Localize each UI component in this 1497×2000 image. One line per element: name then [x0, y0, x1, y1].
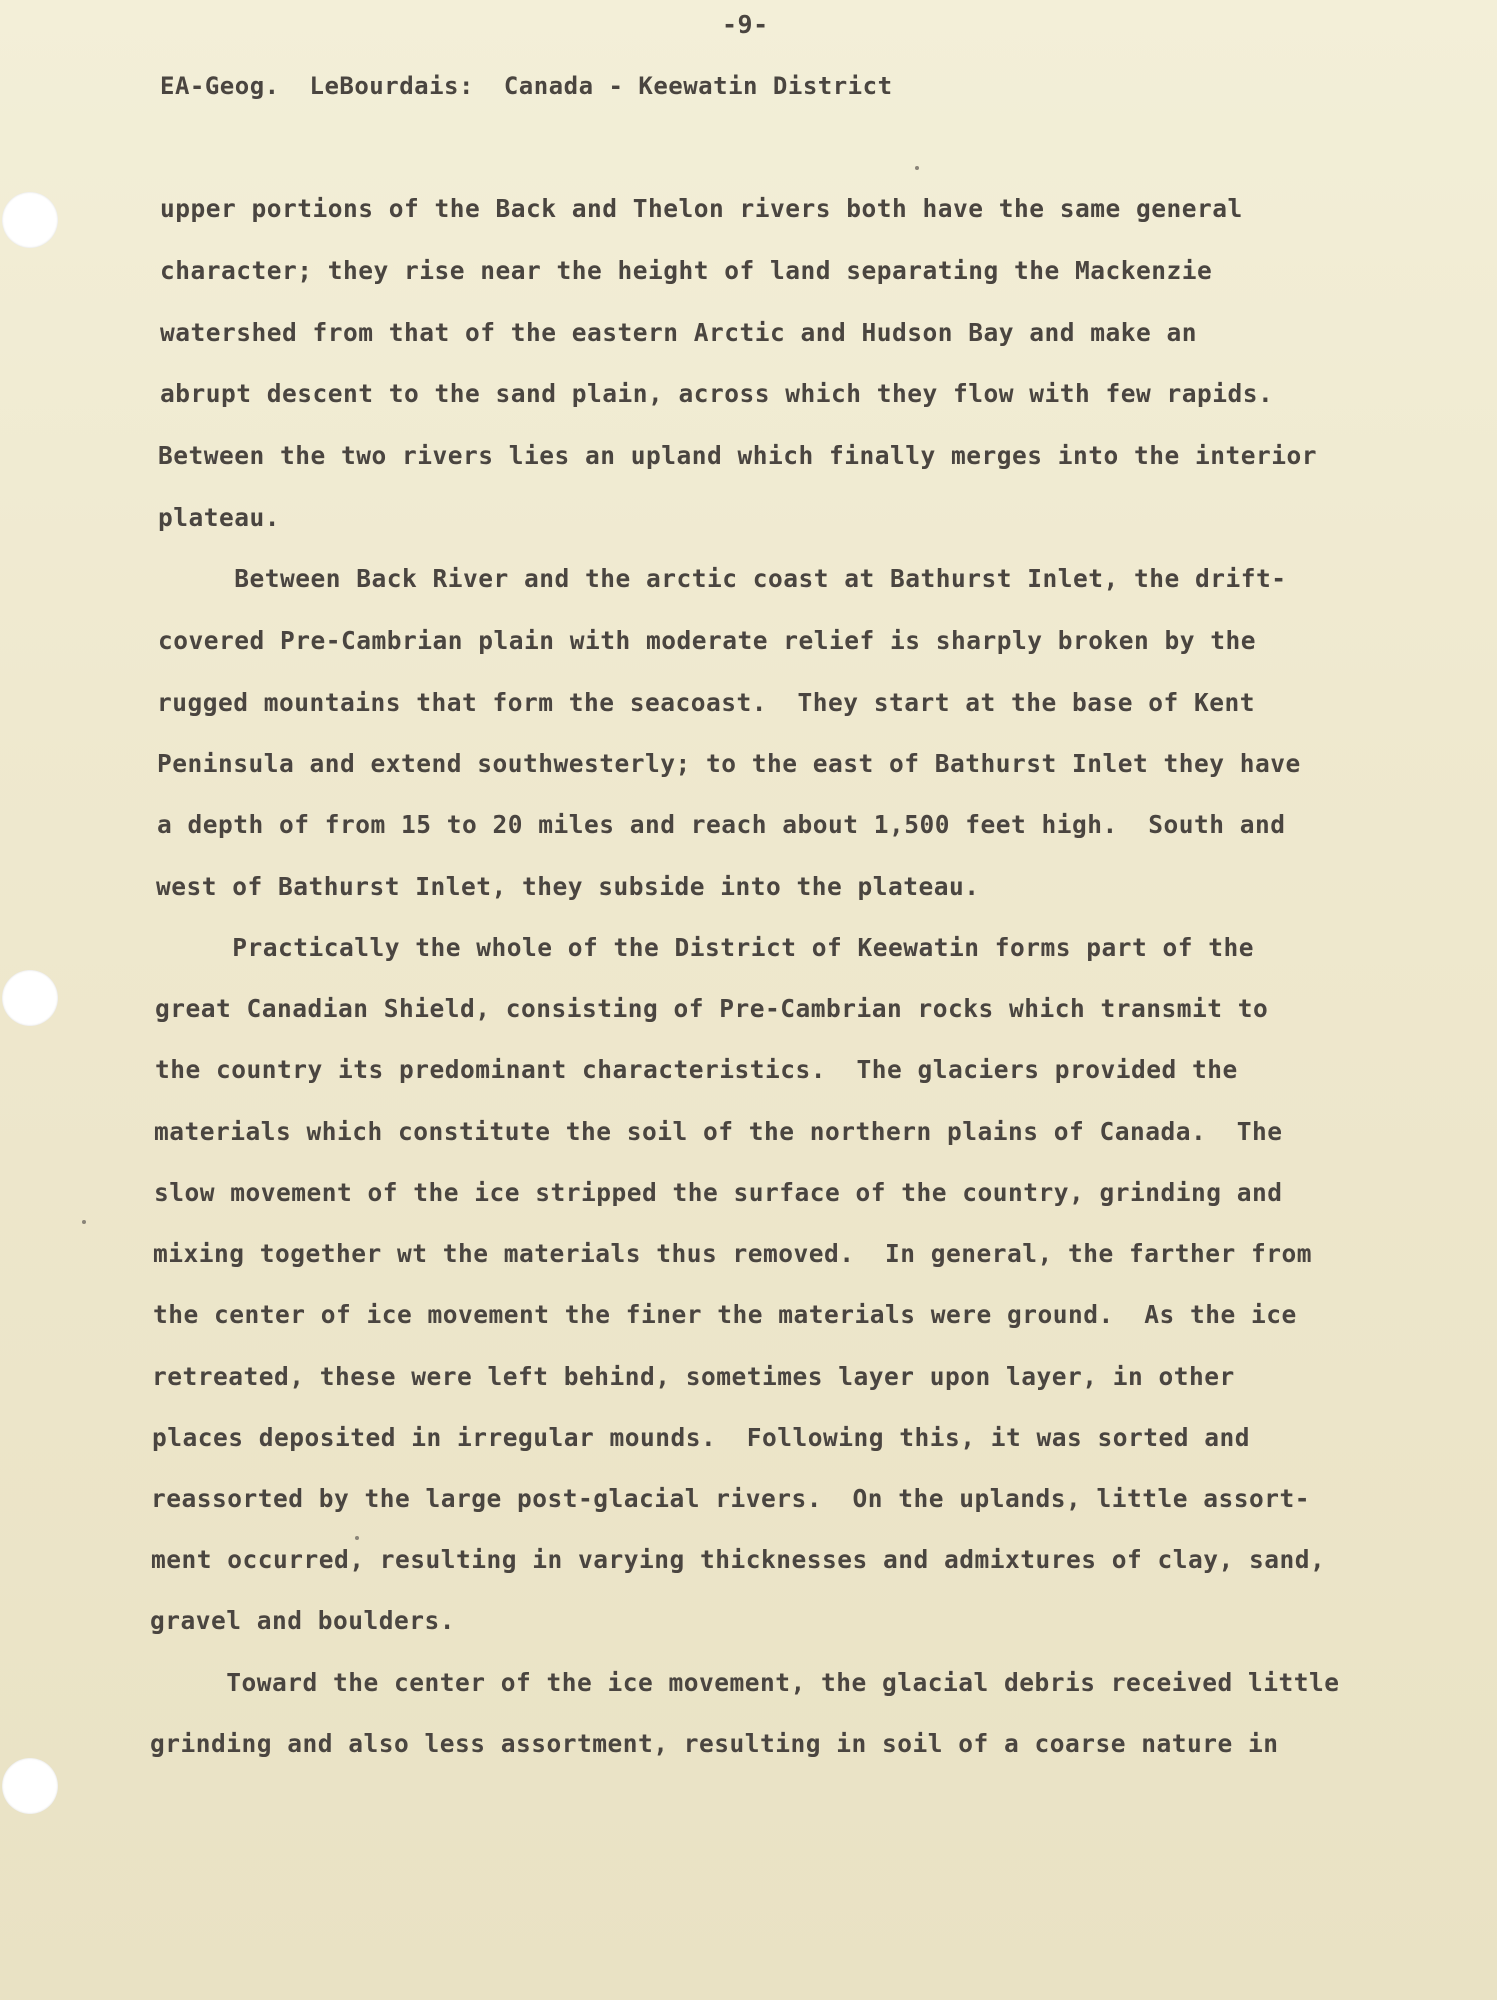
- text-line: reassorted by the large post-glacial rivers. On the uplands, little assort-: [151, 1484, 1311, 1513]
- text-line: rugged mountains that form the seacoast. They start at the base of Kent: [157, 688, 1256, 717]
- text-line: abrupt descent to the sand plain, across which they flow with few rapids.: [160, 379, 1274, 408]
- running-header: EA-Geog. LeBourdais: Canada - Keewatin District: [160, 72, 893, 100]
- text-line: Practically the whole of the District of Keewatin forms part of the: [156, 933, 1255, 962]
- text-line: Peninsula and extend southwesterly; to the east of Bathurst Inlet they have: [157, 749, 1301, 778]
- text-line: a depth of from 15 to 20 miles and reach about 1,500 feet high. South and: [157, 810, 1286, 839]
- text-line: Between the two rivers lies an upland which finally merges into the interior: [158, 441, 1318, 470]
- text-line: the center of ice movement the finer the materials were ground. As the ice: [153, 1300, 1297, 1329]
- text-line: character; they rise near the height of land separating the Mackenzie: [160, 256, 1213, 285]
- text-line: the country its predominant characteristics. The glaciers provided the: [155, 1055, 1238, 1084]
- stray-ink-dot: [915, 166, 919, 170]
- text-line: grinding and also less assortment, resulting in soil of a coarse nature in: [150, 1729, 1279, 1758]
- punch-hole: [2, 192, 58, 248]
- text-line: places deposited in irregular mounds. Following this, it was sorted and: [152, 1423, 1251, 1452]
- text-line: retreated, these were left behind, sometimes layer upon layer, in other: [152, 1362, 1235, 1391]
- text-line: gravel and boulders.: [150, 1606, 456, 1635]
- text-line: upper portions of the Back and Thelon rivers both have the same general: [160, 194, 1243, 223]
- punch-hole: [2, 1758, 58, 1814]
- text-line: mixing together wt the materials thus removed. In general, the farther from: [153, 1239, 1313, 1268]
- page-number: -9-: [722, 10, 769, 39]
- text-line: watershed from that of the eastern Arctic and Hudson Bay and make an: [160, 318, 1198, 347]
- text-line: materials which constitute the soil of the northern plains of Canada. The: [154, 1117, 1283, 1146]
- text-line: plateau.: [158, 503, 281, 532]
- text-line: west of Bathurst Inlet, they subside into the plateau.: [156, 872, 980, 901]
- punch-hole: [2, 970, 58, 1026]
- text-line: great Canadian Shield, consisting of Pre-Cambrian rocks which transmit to: [155, 994, 1269, 1023]
- text-line: Toward the center of the ice movement, the glacial debris received little: [150, 1668, 1340, 1697]
- text-line: covered Pre-Cambrian plain with moderate relief is sharply broken by the: [158, 626, 1257, 655]
- text-line: Between Back River and the arctic coast at Bathurst Inlet, the drift-: [158, 564, 1287, 593]
- stray-ink-dot: [82, 1220, 86, 1224]
- text-line: ment occurred, resulting in varying thicknesses and admixtures of clay, sand,: [151, 1545, 1326, 1574]
- text-line: slow movement of the ice stripped the surface of the country, grinding and: [154, 1178, 1283, 1207]
- stray-ink-dot: [355, 1536, 359, 1540]
